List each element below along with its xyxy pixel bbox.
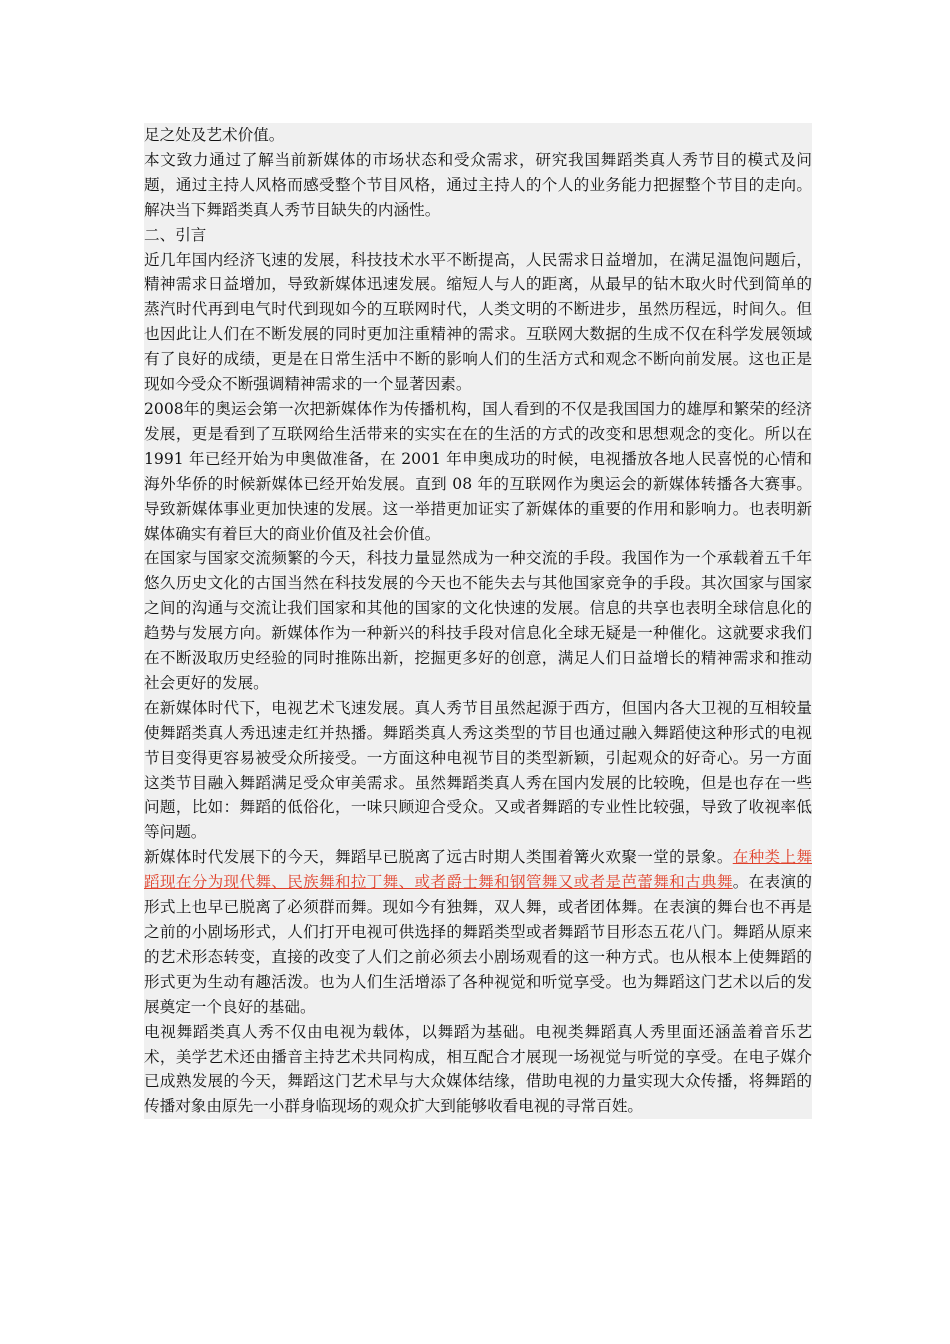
paragraph-dance-forms [144,845,812,1019]
paragraph-text: 电视舞蹈类真人秀不仅由电视为载体，以舞蹈为基础。电视类舞蹈真人秀里面还涵盖着音乐艺术，美学艺术还由播音主持艺术共同构成，相互配合才展现一场视觉与听觉的享受。在电子媒介已成熟发展的今天，舞蹈这门艺术早与大众媒体结缘，借助电视的力量实现大众传播，将舞蹈的传播对象由原先一小群身临现场的观众扩大到能够收看电视的寻常百姓。 [144,1022,812,1116]
paragraph-text: 近几年国内经济飞速的发展，科技技术水平不断提高，人民需求日益增加，在满足温饱问题后，精神需求日益增加，导致新媒体迅速发展。缩短人与人的距离，从最早的钻木取火时代到简单的蒸汽时代再到电气时代到现如今的互联网时代，人类文明的不断进步，虽然历程远，时间久。但也因此让人们在不断发展的同时更加注重精神的需求。互联网大数据的生成不仅在科学发展领域有了良好的成绩，更是在日常生活中不断的影响人们的生活方式和观念不断向前发展。这也正是现如今受众不断强调精神需求的一个显著因素。 [144,250,812,394]
paragraph-exchange [144,546,812,695]
paragraph-text: 在新媒体时代下，电视艺术飞速发展。真人秀节目虽然起源于西方，但国内各大卫视的互相较量使舞蹈类真人秀迅速走红并热播。舞蹈类真人秀这类型的节目也通过融入舞蹈使这种形式的电视节目变得更容易被受众所接受。一方面这种电视节目的类型新颖，引起观众的好奇心。另一方面这类节目融入舞蹈满足受众审美需求。虽然舞蹈类真人秀在国内发展的比较晚，但是也存在一些问题，比如：舞蹈的低俗化，一味只顾迎合受众。又或者舞蹈的专业性比较强，导致了收视率低等问题。 [144,698,812,842]
paragraph-text: 足之处及艺术价值。 [144,126,285,144]
paragraph-olympics [144,397,812,546]
paragraph-intro-tail [144,123,812,148]
paragraph-text: 。在表演的形式上也早已脱离了必须群而舞。现如今有独舞，双人舞，或者团体舞。在表演的舞台也不再是之前的小剧场形式，人们打开电视可供选择的舞蹈类型或者舞蹈节目形态五花八门。舞蹈从原来的艺术形态转变，直接的改变了人们之前必须去小剧场观看的这一种方式。也从根本上使舞蹈的形式更为生动有趣活泼。也为人们生活增添了各种视觉和听觉享受。也为舞蹈这门艺术以后的发展奠定一个良好的基础。 [144,873,812,1016]
paragraph-economy [144,248,812,397]
heading-text: 二、引言 [144,225,207,244]
paragraph-text: 本文致力通过了解当前新媒体的市场状态和受众需求，研究我国舞蹈类真人秀节目的模式及问题，通过主持人风格而感受整个节目风格，通过主持人的个人的业务能力把握整个节目的走向。解决当下舞蹈类真人秀节目缺失的内涵性。 [144,150,812,219]
section-heading [144,223,812,248]
paragraph-aims [144,148,812,223]
paragraph-text: 新媒体时代发展下的今天，舞蹈早已脱离了远古时期人类围着篝火欢聚一堂的景象。 [144,848,733,867]
paragraph-tv-dance [144,1020,812,1120]
dance-types-link[interactable]: 在种类上舞蹈现在分为现代舞、民族舞和拉丁舞、或者爵士舞和钢管舞又或者是芭蕾舞和古典舞 [144,848,812,892]
document-page [144,123,812,1119]
paragraph-text: 在国家与国家交流频繁的今天，科技力量显然成为一种交流的手段。我国作为一个承载着五千年悠久历史文化的古国当然在科技发展的今天也不能失去与其他国家竞争的手段。其次国家与国家之间的沟通与交流让我们国家和其他的国家的文化快速的发展。信息的共享也表明全球信息化的趋势与发展方向。新媒体作为一种新兴的科技手段对信息化全球无疑是一种催化。这就要求我们在不断汲取历史经验的同时推陈出新，挖掘更多好的创意，满足人们日益增长的精神需求和推动社会更好的发展。 [144,549,812,692]
paragraph-tv-art [144,696,812,845]
paragraph-text: 2008年的奥运会第一次把新媒体作为传播机构，国人看到的不仅是我国国力的雄厚和繁荣的经济发展，更是看到了互联网给生活带来的实实在在的生活的方式的改变和思想观念的变化。所以在 1991 年已经开始为申奥做准备，在 2001 年申奥成功的时候，电视播放各地人民喜悦的心情和海外华侨的时候新媒体已经开始发展。直到 08 年的互联网作为奥运会的新媒体转播各大赛事。导致新媒体事业更加快速的发展。这一举措更加证实了新媒体的重要的作用和影响力。也表明新媒体确实有着巨大的商业价值及社会价值。 [144,399,812,543]
